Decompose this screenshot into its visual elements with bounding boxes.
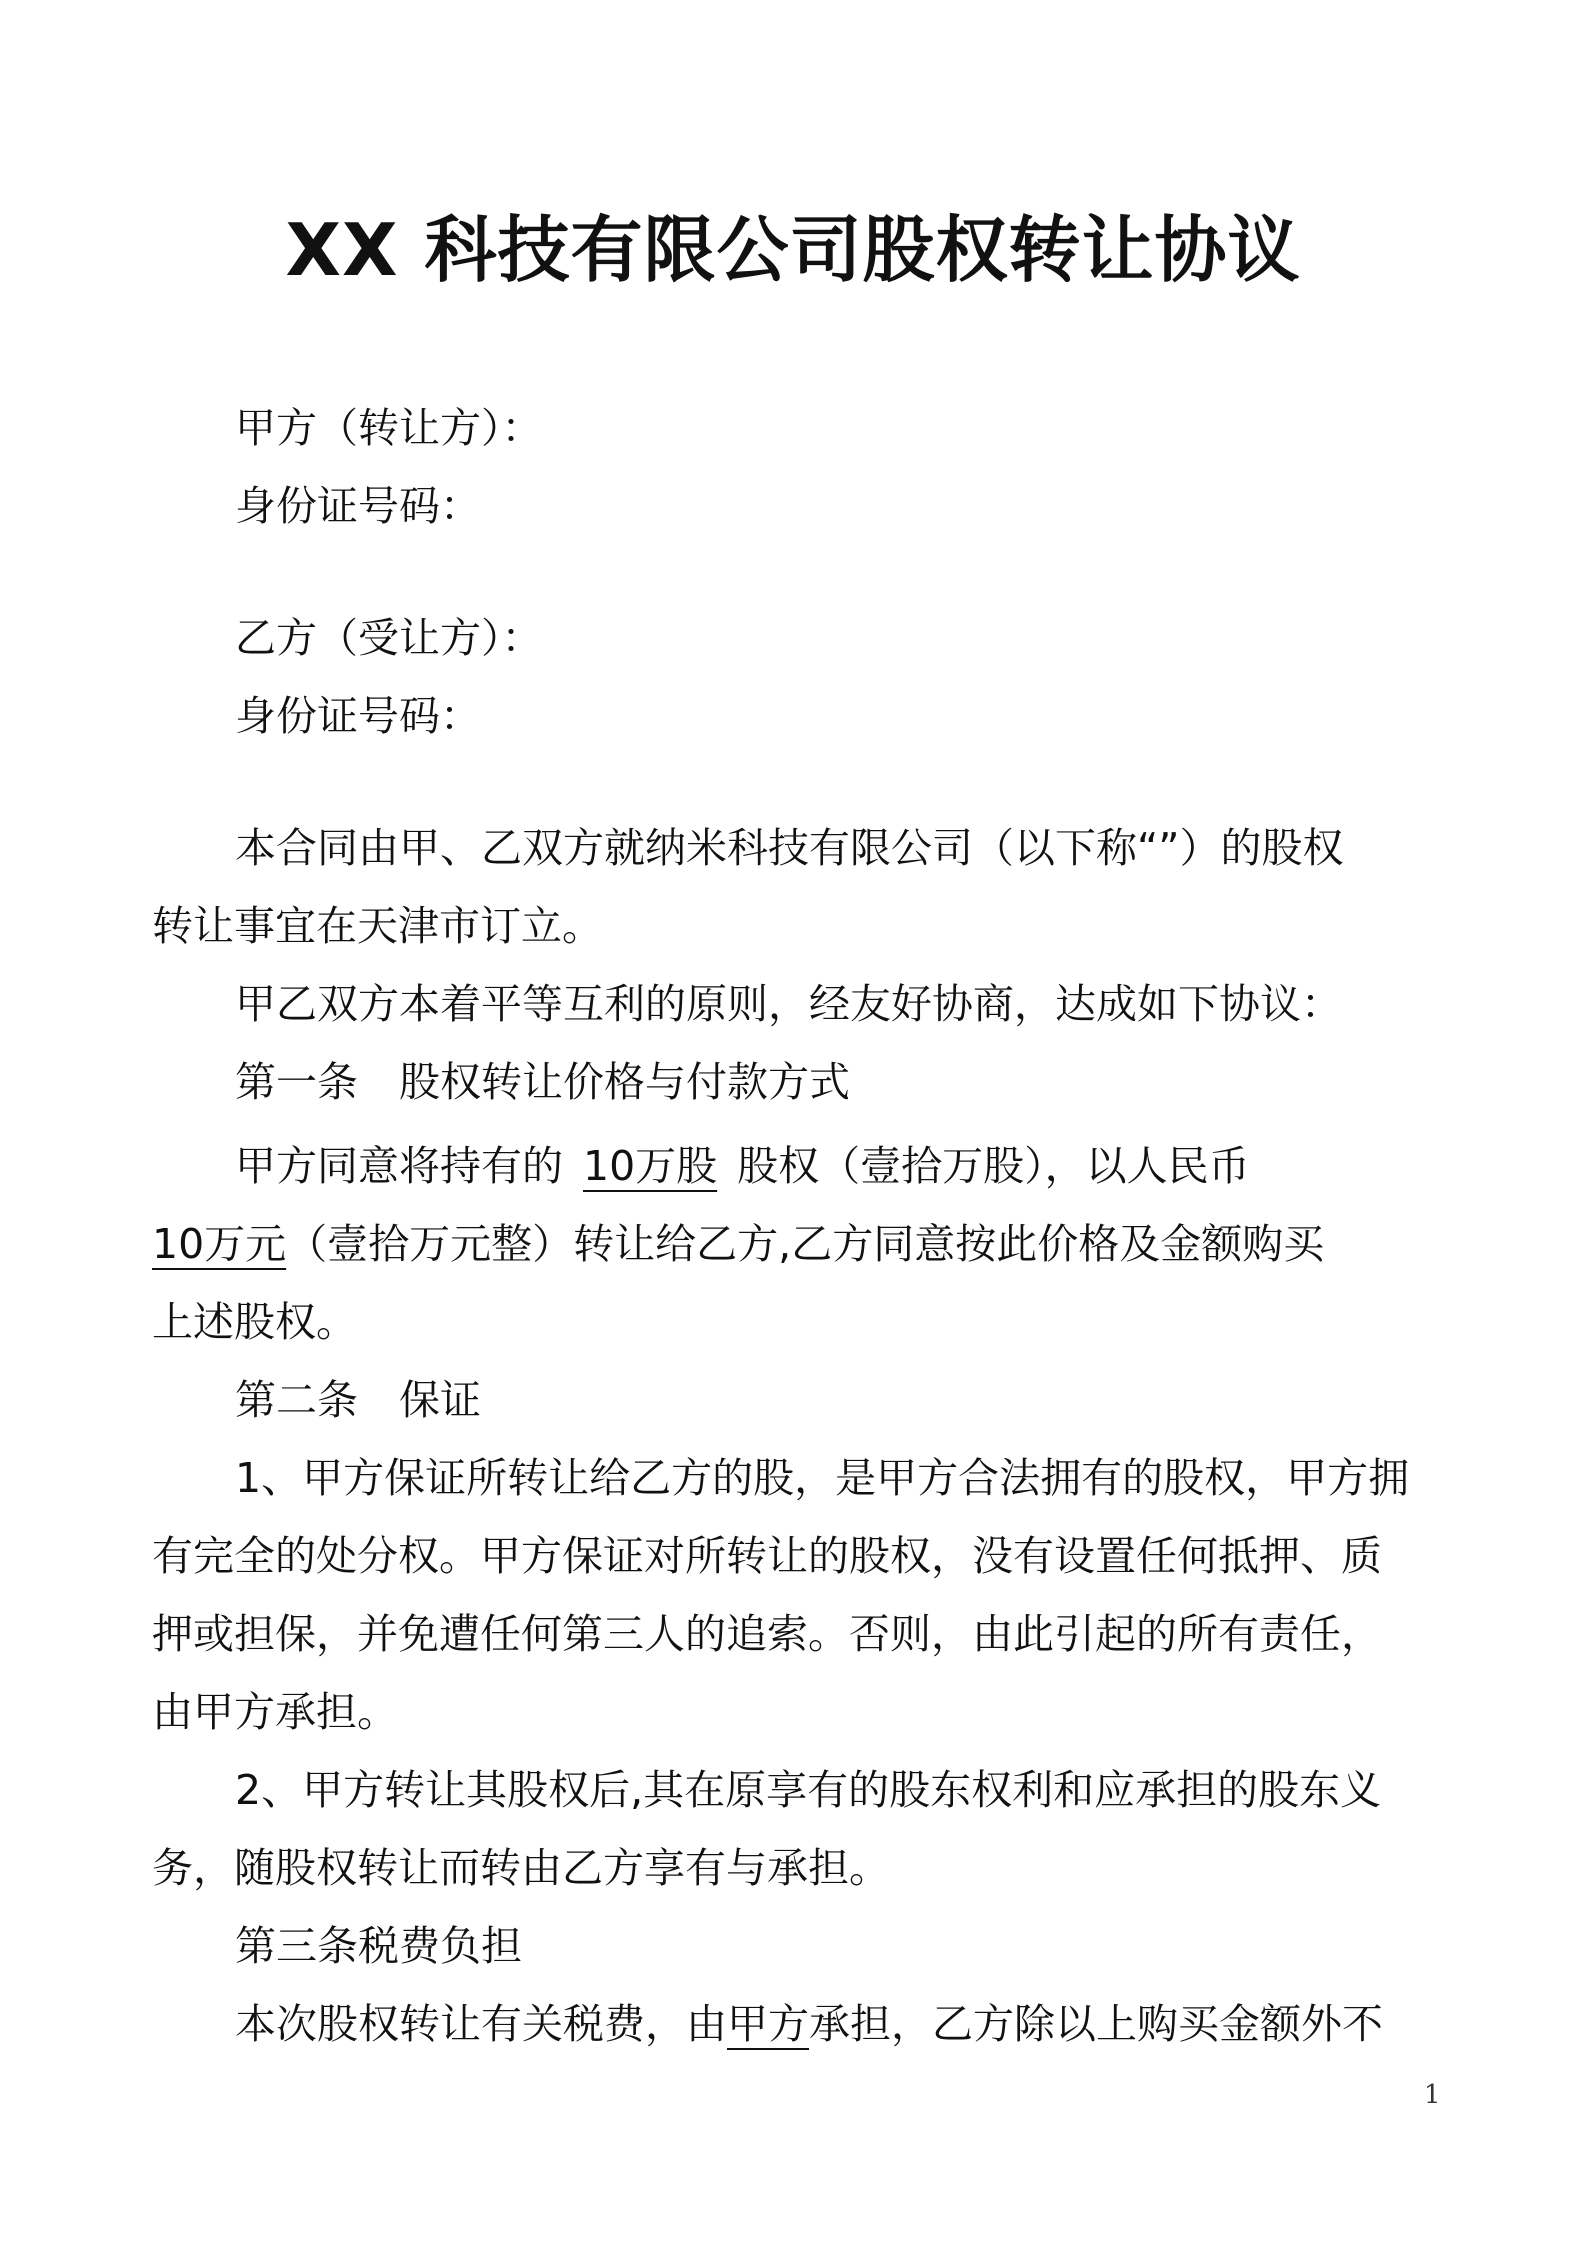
article-1-heading: 第一条 股权转让价格与付款方式 xyxy=(235,1058,850,1106)
article-2-p1-line-2: 有完全的处分权。甲方保证对所转让的股权，没有设置任何抵押、质 xyxy=(152,1532,1382,1580)
party-a-id-label: 身份证号码： xyxy=(235,482,481,530)
party-a-label: 甲方（转让方）： xyxy=(235,404,543,452)
article-3-text: 本次股权转让有关税费，由 xyxy=(235,2000,727,2048)
party-b-label: 乙方（受让方）： xyxy=(235,614,543,662)
article-2-p2-line-1: 2、甲方转让其股权后,其在原享有的股东权利和应承担的股东义 xyxy=(235,1766,1382,1814)
principle-statement: 甲乙双方本着平等互利的原则，经友好协商，达成如下协议： xyxy=(235,980,1342,1028)
article-1-line-2 xyxy=(152,1214,1324,1274)
article-2-p1-line-4: 由甲方承担。 xyxy=(152,1688,398,1736)
price-amount: 10万元 xyxy=(152,1220,287,1268)
document-title: XX 科技有限公司股权转让协议 xyxy=(285,208,1301,292)
party-b-id-label: 身份证号码： xyxy=(235,692,481,740)
article-1-line-3: 上述股权。 xyxy=(152,1298,357,1346)
tax-payer: 甲方 xyxy=(727,2000,809,2048)
article-3-line-1 xyxy=(235,1994,1383,2054)
article-1-line-1 xyxy=(235,1136,1250,1196)
article-2-p2-line-2: 务，随股权转让而转由乙方享有与承担。 xyxy=(152,1844,890,1892)
intro-line-2: 转让事宜在天津市订立。 xyxy=(152,902,603,950)
article-2-heading: 第二条 保证 xyxy=(235,1376,481,1424)
article-3-heading: 第三条税费负担 xyxy=(235,1922,522,1970)
article-2-p1-line-1: 1、甲方保证所转让给乙方的股，是甲方合法拥有的股权，甲方拥 xyxy=(235,1454,1410,1502)
article-1-text: 甲方同意将持有的 xyxy=(235,1142,563,1190)
article-1-text: 股权（壹拾万股），以人民币 xyxy=(737,1142,1250,1190)
article-1-text: （壹拾万元整）转让给乙方,乙方同意按此价格及金额购买 xyxy=(286,1220,1325,1268)
page-number: 1 xyxy=(1424,2080,1441,2110)
article-3-text: 承担，乙方除以上购买金额外不 xyxy=(809,2000,1383,2048)
article-2-p1-line-3: 押或担保，并免遭任何第三人的追索。否则，由此引起的所有责任， xyxy=(152,1610,1382,1658)
shares-amount: 10万股 xyxy=(583,1142,718,1190)
intro-line-1: 本合同由甲、乙双方就纳米科技有限公司（以下称“”）的股权 xyxy=(235,824,1344,872)
